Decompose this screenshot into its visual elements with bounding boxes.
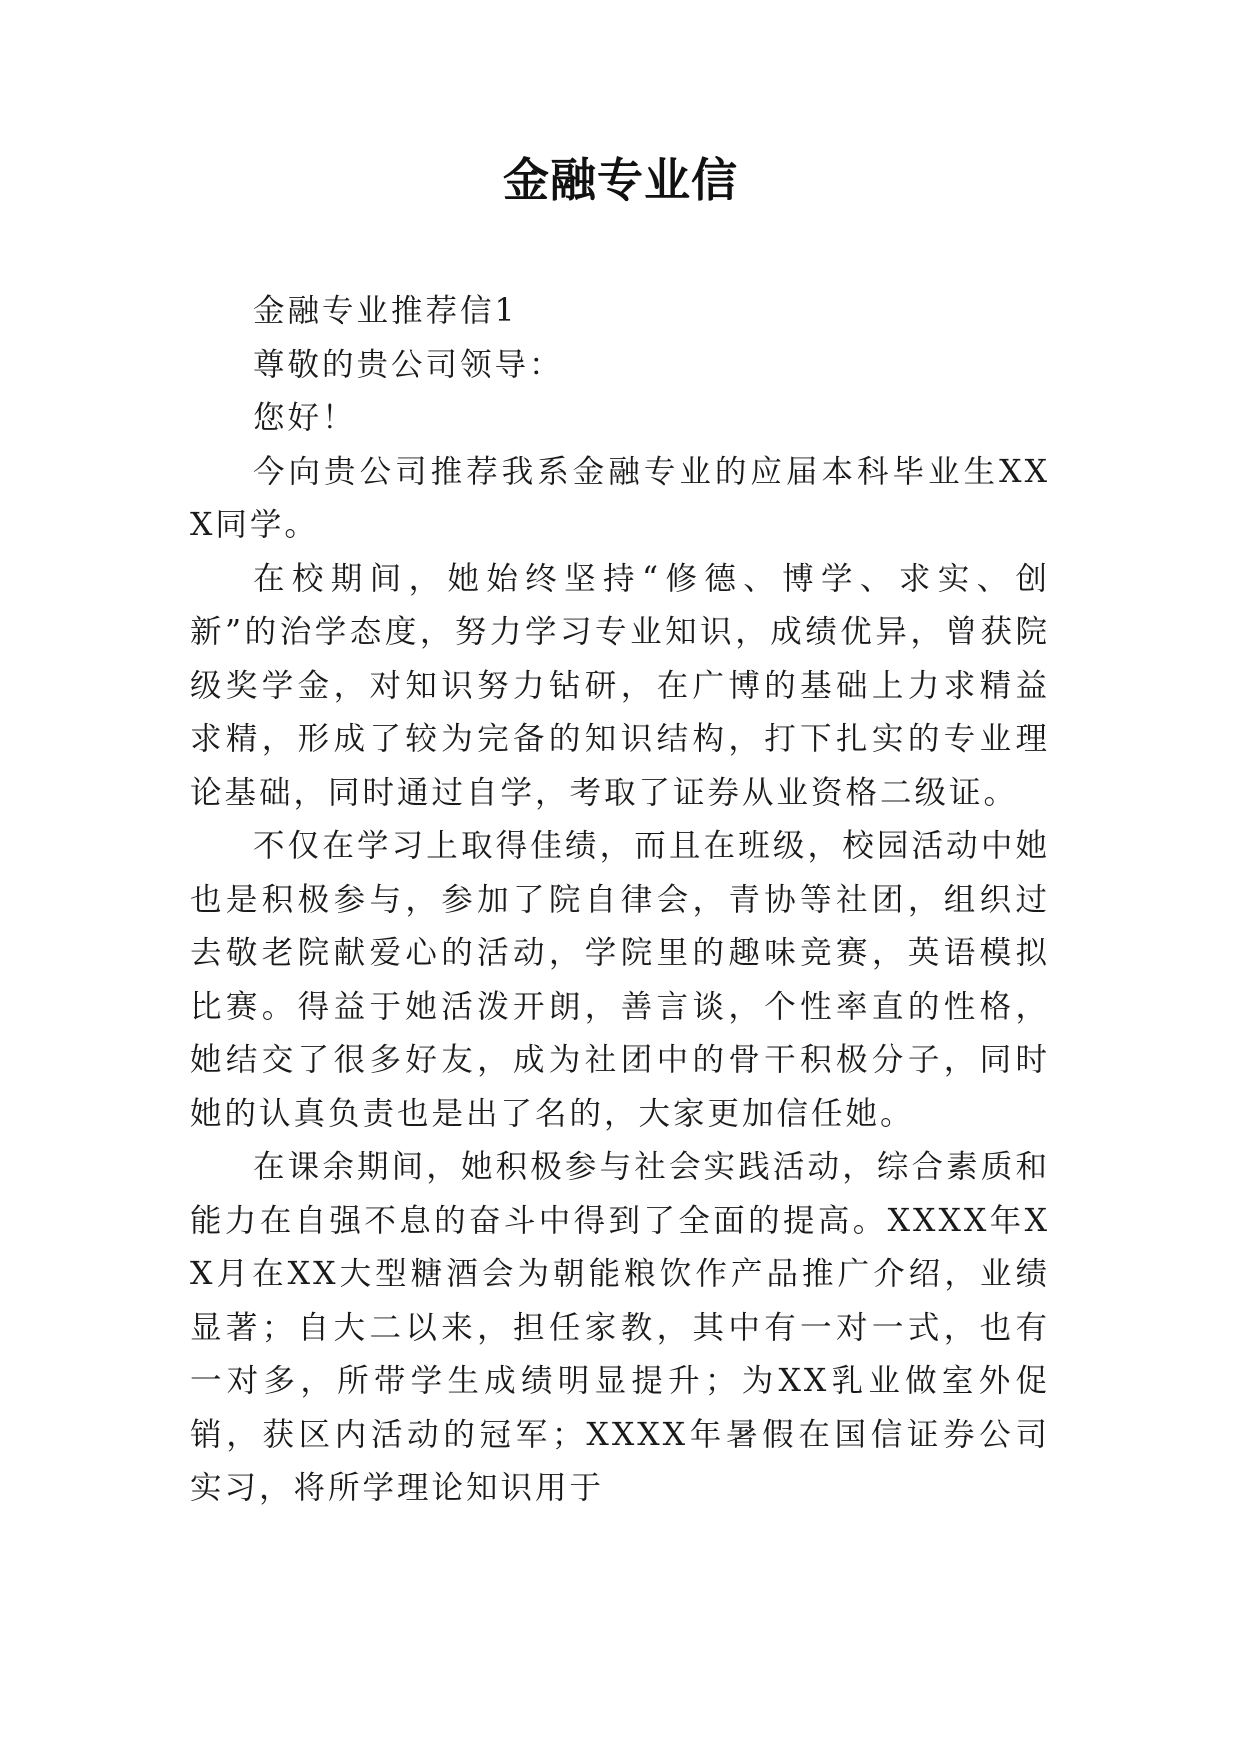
document-title: 金融专业信 [503,153,738,207]
body-paragraph-studies: 在校期间，她始终坚持“修德、博学、求实、创新”的治学态度，努力学习专业知识，成绩优异，曾获院级奖学金，对知识努力钻研，在广博的基础上力求精益求精，形成了较为完备的知识结构，打下扎实的专业理论基础，同时通过自学，考取了证券从业资格二级证。 [190,560,1050,811]
body-paragraph-activities: 不仅在学习上取得佳绩，而且在班级，校园活动中她也是积极参与，参加了院自律会，青协等社团，组织过去敬老院献爱心的活动，学院里的趣味竞赛，英语模拟比赛。得益于她活泼开朗，善言谈，个性率直的性格，她结交了很多好友，成为社团中的骨干积极分子，同时她的认真负责也是出了名的，大家更加信任她。 [190,828,1050,1132]
salutation: 尊敬的贵公司领导： [253,346,564,383]
letter-heading: 金融专业推荐信1 [253,293,518,329]
document-body [190,285,1050,1516]
body-paragraph-recommendation: 今向贵公司推荐我系金融专业的应届本科毕业生XXX同学。 [190,453,1050,543]
body-paragraph-practice: 在课余期间，她积极参与社会实践活动，综合素质和能力在自强不息的奋斗中得到了全面的提高。XXXX年XX月在XX大型糖酒会为朝能粮饮作产品推广介绍，业绩显著；自大二以来，担任家教，其中有一对一式，也有一对多，所带学生成绩明显提升；为XX乳业做室外促销，获区内活动的冠军；XXXX年暑假在国信证券公司实习，将所学理论知识用于 [190,1149,1050,1506]
greeting: 您好！ [253,400,357,436]
